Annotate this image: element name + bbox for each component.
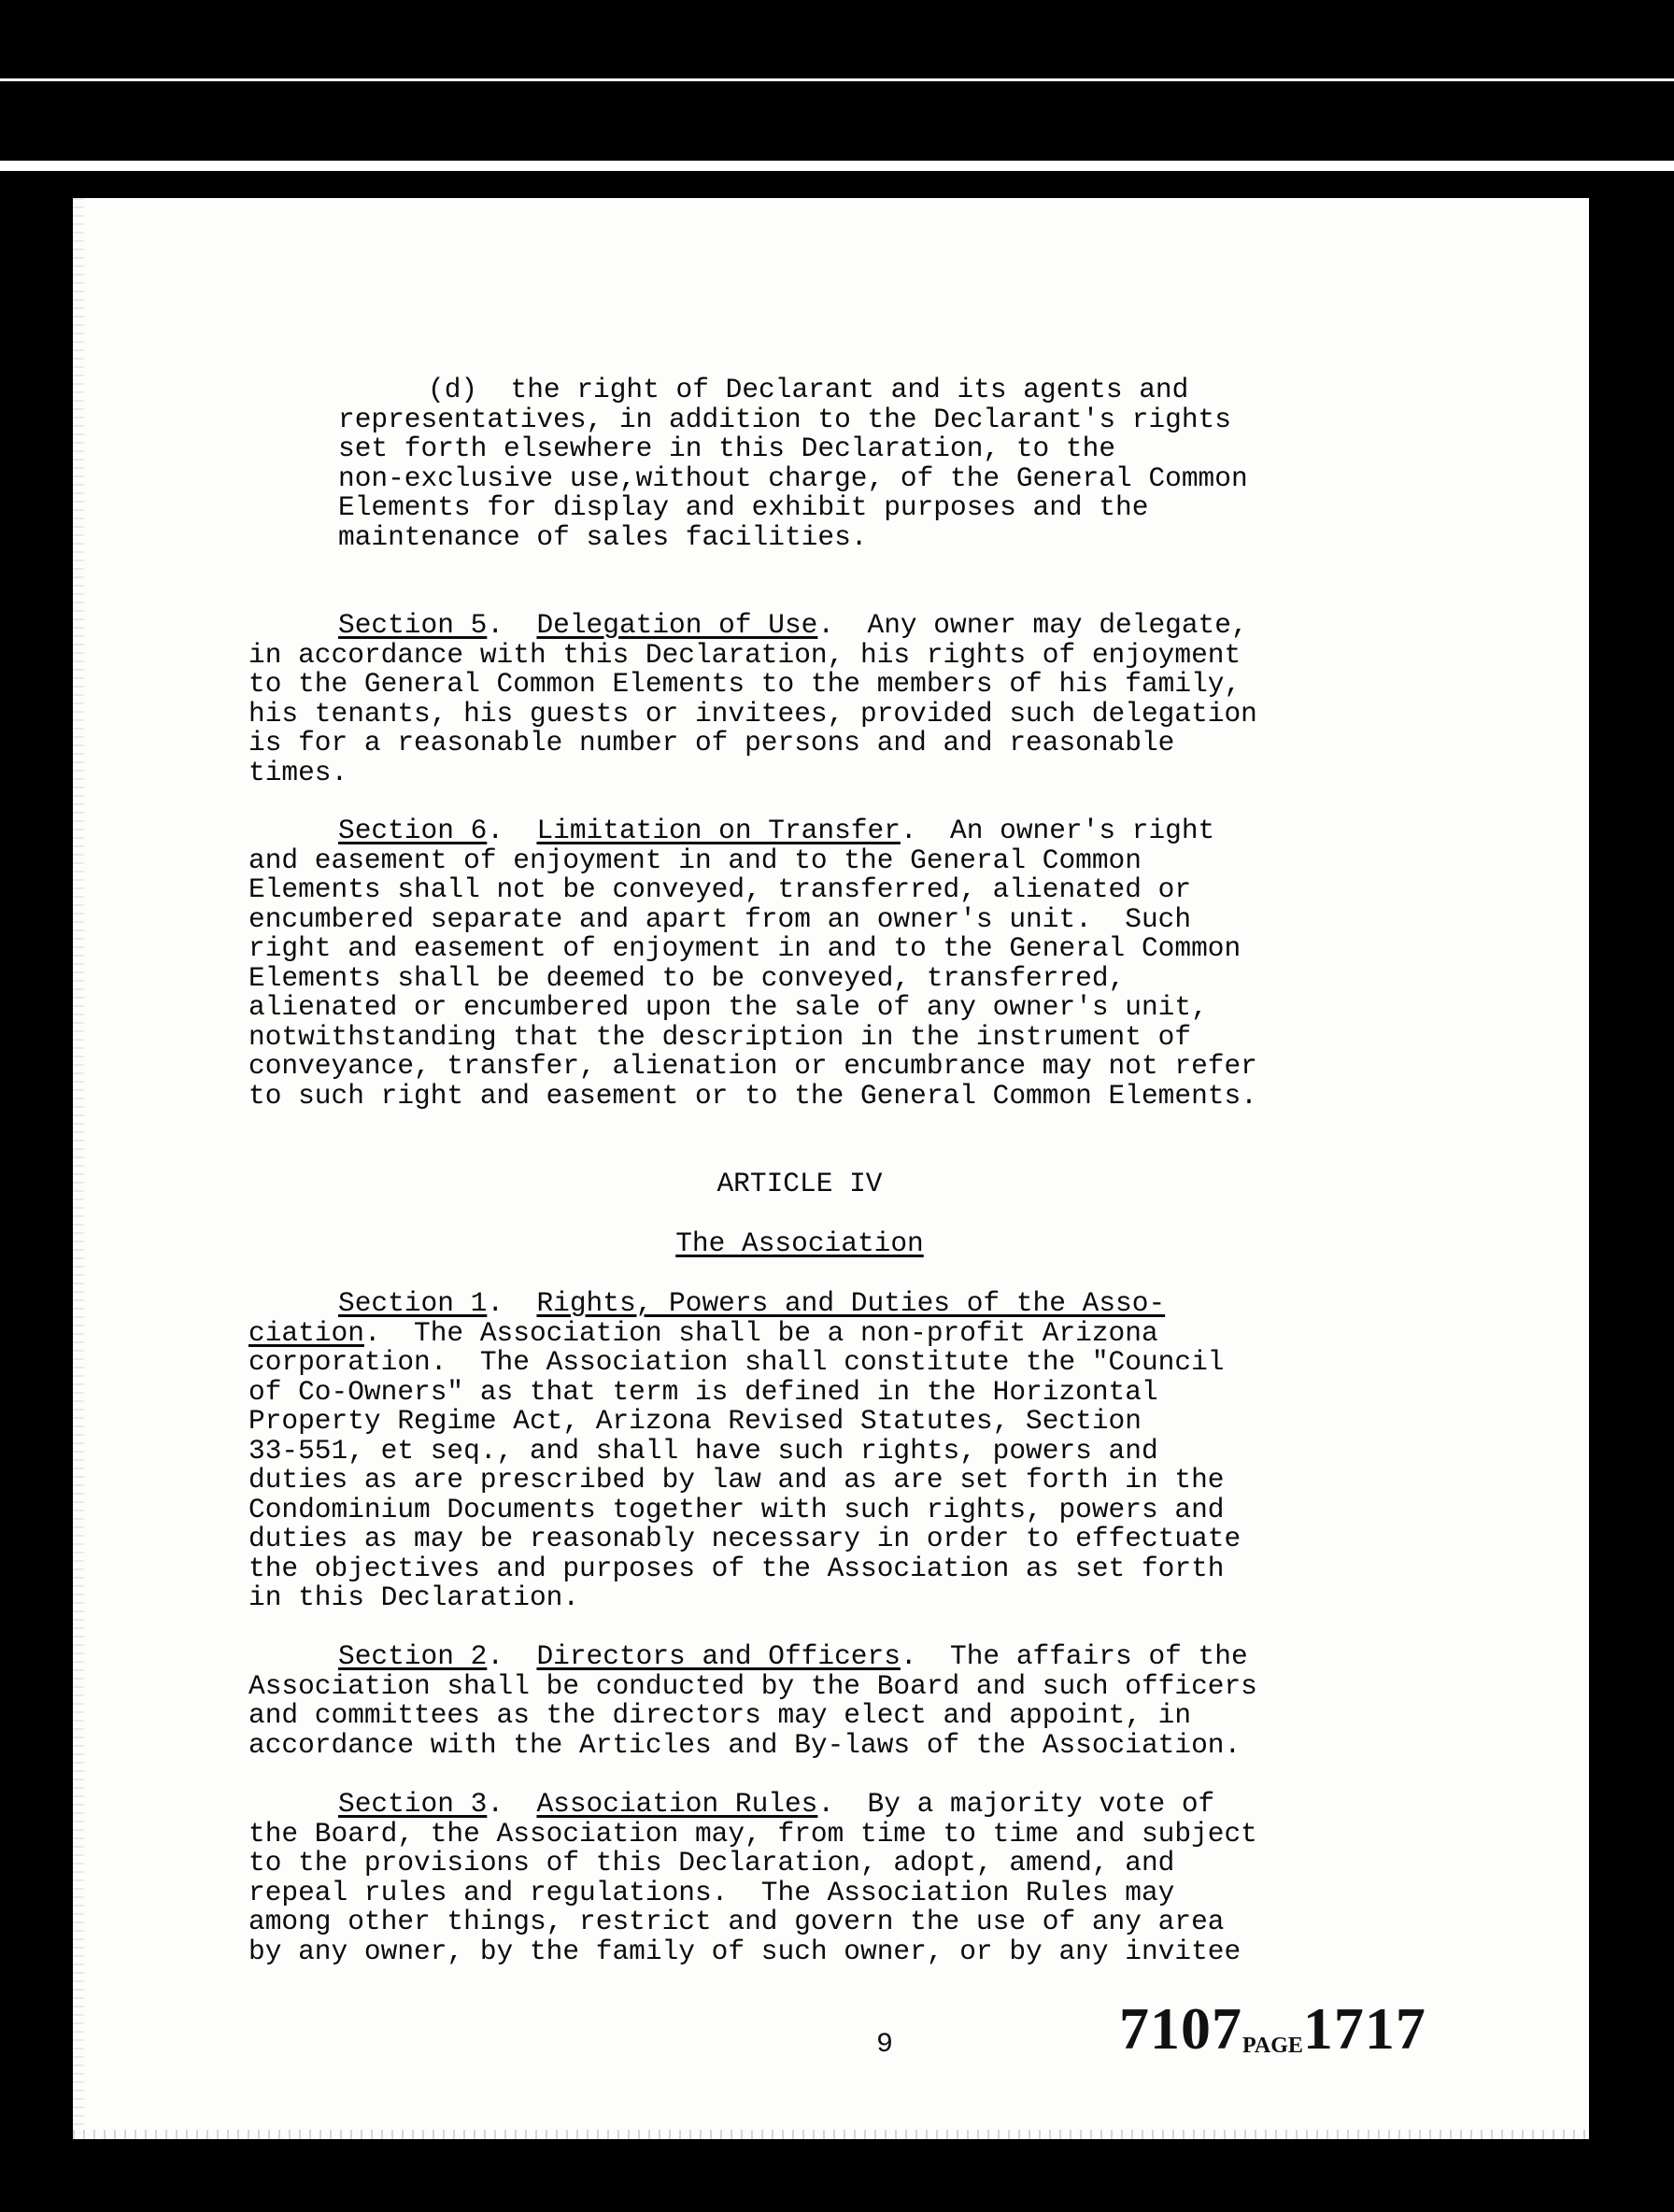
section-3-line: to the provisions of this Declaration, adopt, amend, and (248, 1847, 1175, 1879)
section-1-line: duties as are prescribed by law and as are set forth in the (248, 1464, 1225, 1496)
section-1-line: Property Regime Act, Arizona Revised Statutes, Section (248, 1405, 1142, 1437)
section-2-line: Association shall be conducted by the Board and such officers (248, 1669, 1257, 1702)
article-number: ARTICLE IV (716, 1168, 883, 1199)
section-6-title: Limitation on Transfer (536, 815, 901, 846)
recording-stamp (1119, 1994, 1426, 2063)
section-1-heading: Section 1 (338, 1287, 488, 1319)
article-title (248, 1229, 1351, 1259)
scan-noise-bottom-edge (73, 2130, 1589, 2139)
stamp-book-number: 7107 (1119, 1995, 1242, 2062)
section-5 (248, 611, 1257, 787)
section-2-first-line: Section 2. Directors and Officers. The affairs of the (338, 1640, 1248, 1672)
section-5-line: in accordance with this Declaration, his rights of enjoyment (248, 638, 1241, 671)
section-1 (248, 1289, 1241, 1613)
section-5-first-line: Section 5. Delegation of Use. Any owner may delegate, (338, 609, 1248, 641)
section-5-title: Delegation of Use (536, 609, 818, 641)
paragraph-d-line: representatives, in addition to the Declarant's rights (338, 403, 1231, 435)
section-1-text: The Association shall be a non-profit Arizona (380, 1316, 1158, 1349)
document-page (73, 198, 1589, 2139)
section-2-heading: Section 2 (338, 1640, 488, 1672)
section-3-text: By a majority vote of (834, 1788, 1215, 1820)
paragraph-d-line: set forth elsewhere in this Declaration, to the (338, 432, 1116, 464)
section-6-line: to such right and easement or to the General Common Elements. (248, 1079, 1257, 1112)
section-3-line: the Board, the Association may, from time to time and subject (248, 1817, 1257, 1850)
section-3-heading: Section 3 (338, 1788, 488, 1820)
section-5-text: Any owner may delegate, (834, 609, 1248, 641)
section-6 (248, 816, 1257, 1111)
section-1-line: 33-551, et seq., and shall have such rights, powers and (248, 1434, 1158, 1467)
section-6-heading: Section 6 (338, 815, 488, 846)
section-1-title-cont: ciation (248, 1316, 364, 1349)
section-1-line: duties as may be reasonably necessary in order to effectuate (248, 1523, 1241, 1554)
section-1-second-line: ciation. The Association shall be a non-profit Arizona (248, 1316, 1158, 1349)
stamp-page-number: 1717 (1302, 1995, 1426, 2062)
section-6-text: An owner's right (916, 815, 1215, 846)
section-6-line: conveyance, transfer, alienation or encumbrance may not refer (248, 1050, 1257, 1082)
section-6-line: and easement of enjoyment in and to the General Common (248, 844, 1142, 876)
stamp-page-label: PAGE (1242, 2034, 1303, 2058)
page-number: 9 (876, 2029, 894, 2061)
paragraph-d-line: non-exclusive use,without charge, of the General Common (338, 461, 1248, 494)
paragraph-d-line: Elements for display and exhibit purposes and the (338, 491, 1149, 523)
article-title-text: The Association (675, 1227, 924, 1259)
section-6-line: right and easement of enjoyment in and to the General Common (248, 932, 1241, 964)
paragraph-d-line: maintenance of sales facilities. (338, 520, 868, 553)
section-6-first-line: Section 6. Limitation on Transfer. An owner's right (338, 815, 1215, 846)
section-1-line: Condominium Documents together with such rights, powers and (248, 1493, 1225, 1525)
section-6-line: encumbered separate and apart from an owner's unit. Such (248, 902, 1192, 935)
scan-noise-left-edge (73, 198, 84, 2139)
section-1-line: of Co-Owners" as that term is defined in the Horizontal (248, 1375, 1158, 1408)
section-3-line: repeal rules and regulations. The Association Rules may (248, 1876, 1175, 1908)
section-2-line: accordance with the Articles and By-laws of the Association. (248, 1728, 1241, 1761)
section-5-line: to the General Common Elements to the members of his family, (248, 668, 1241, 700)
scan-border-line-top (0, 78, 1674, 81)
section-3 (248, 1790, 1257, 1966)
section-3-line: among other things, restrict and govern the use of any area (248, 1906, 1225, 1937)
section-2-text: The affairs of the (916, 1640, 1248, 1672)
section-1-line: in this Declaration. (248, 1581, 580, 1613)
section-5-line: times. (248, 756, 348, 788)
section-2-title: Directors and Officers (536, 1640, 901, 1672)
section-1-title: Rights, Powers and Duties of the Asso- (536, 1287, 1166, 1319)
section-5-line: is for a reasonable number of persons and and reasonable (248, 727, 1175, 759)
section-5-line: his tenants, his guests or invitees, provided such delegation (248, 697, 1257, 730)
section-3-first-line: Section 3. Association Rules. By a majority vote of (338, 1788, 1215, 1820)
section-1-first-line: Section 1. Rights, Powers and Duties of the Asso- (338, 1287, 1166, 1319)
section-2 (248, 1642, 1257, 1760)
section-2-line: and committees as the directors may elect and appoint, in (248, 1699, 1192, 1731)
paragraph-d-line: (d) the right of Declarant and its agents and (428, 374, 1189, 405)
section-6-line: alienated or encumbered upon the sale of any owner's unit, (248, 991, 1208, 1023)
section-6-line: Elements shall not be conveyed, transferred, alienated or (248, 873, 1192, 905)
paragraph-d (338, 374, 1248, 553)
section-6-line: Elements shall be deemed to be conveyed, transferred, (248, 961, 1126, 994)
section-6-line: notwithstanding that the description in the instrument of (248, 1020, 1192, 1053)
section-3-line: by any owner, by the family of such owner, or by any invitee (248, 1935, 1241, 1967)
scan-border-line-bottom (0, 161, 1674, 171)
section-1-line: corporation. The Association shall constitute the "Council (248, 1346, 1225, 1378)
section-5-heading: Section 5 (338, 609, 488, 641)
section-3-title: Association Rules (536, 1788, 818, 1820)
section-1-line: the objectives and purposes of the Association as set forth (248, 1552, 1225, 1584)
